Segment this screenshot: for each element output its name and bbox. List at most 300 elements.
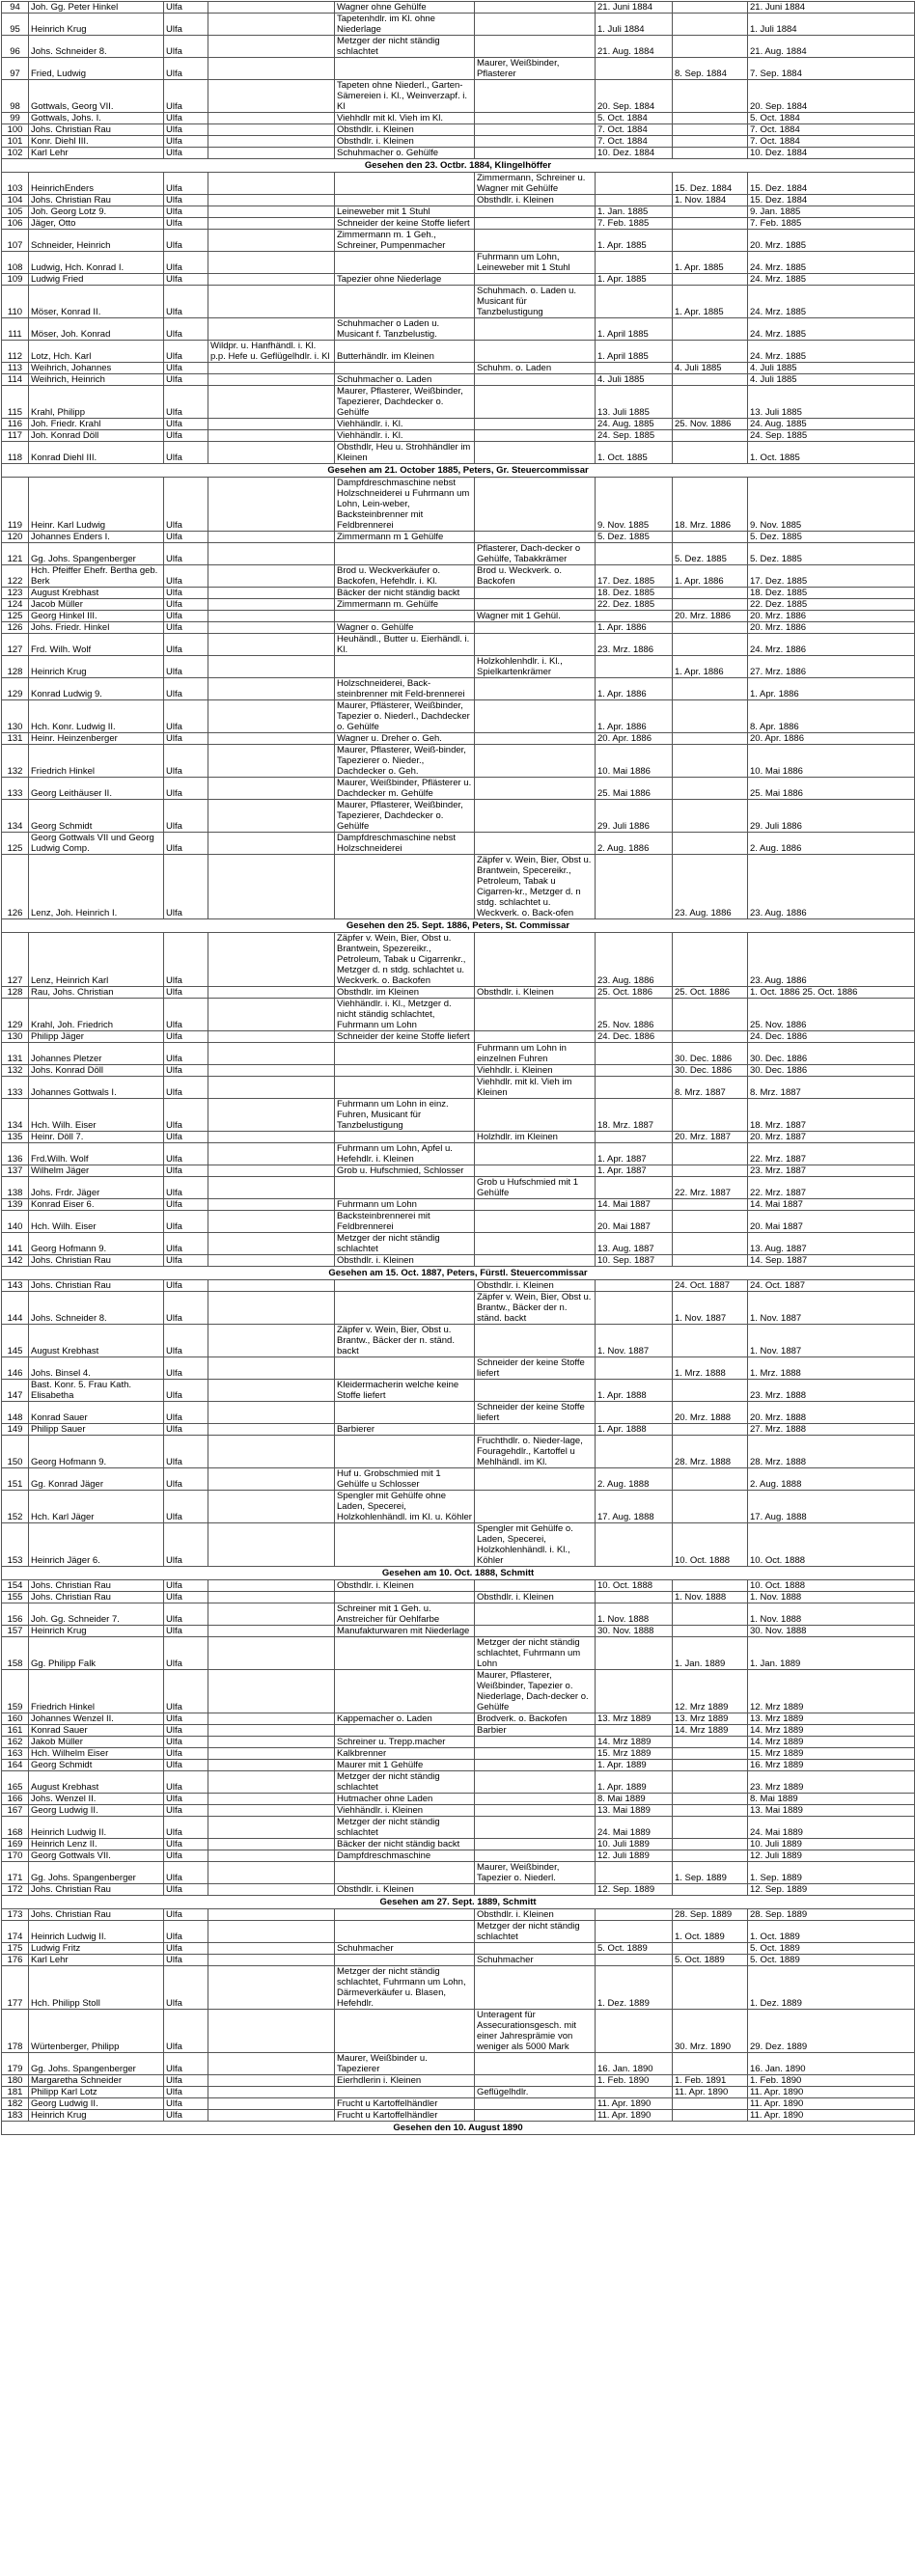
cell-nebengewerbe — [208, 1884, 335, 1896]
cell-aenderung: Geflügelhdlr. — [475, 2087, 596, 2098]
cell-gewerbe — [335, 1280, 475, 1292]
cell-beginn — [596, 195, 673, 206]
table-row — [2, 1143, 915, 1165]
cell-ort: Ulfa — [164, 987, 208, 999]
cell-eintrag: 21. Juni 1884 — [748, 2, 915, 14]
cell-abmeldung: 1. Apr. 1885 — [673, 286, 748, 318]
table-row — [2, 1255, 915, 1267]
cell-gewerbe — [335, 1436, 475, 1468]
cell-name: Philipp Sauer — [29, 1424, 164, 1436]
cell-ort: Ulfa — [164, 419, 208, 430]
cell-gewerbe: Zäpfer v. Wein, Bier, Obst u. Brantw., Bäcker der n. ständ. backt — [335, 1325, 475, 1357]
cell-name: Georg Hofmann 9. — [29, 1233, 164, 1255]
cell-eintrag: 5. Oct. 1884 — [748, 113, 915, 124]
table-row — [2, 1523, 915, 1567]
table-row — [2, 1794, 915, 1805]
cell-nebengewerbe — [208, 442, 335, 464]
table-row — [2, 1468, 915, 1491]
cell-aenderung: Obsthdlr. i. Kleinen — [475, 1280, 596, 1292]
cell-abmeldung — [673, 634, 748, 656]
cell-beginn — [596, 1955, 673, 1966]
cell-nr: 130 — [2, 1031, 29, 1043]
cell-nebengewerbe — [208, 1280, 335, 1292]
cell-gewerbe: Wagner ohne Gehülfe — [335, 2, 475, 14]
cell-eintrag: 24. Mrz. 1886 — [748, 634, 915, 656]
cell-nebengewerbe — [208, 855, 335, 919]
cell-abmeldung — [673, 1760, 748, 1771]
cell-nr: 133 — [2, 778, 29, 800]
cell-abmeldung: 20. Mrz. 1886 — [673, 611, 748, 622]
cell-aenderung: Schneider der keine Stoffe liefert — [475, 1357, 596, 1380]
cell-aenderung — [475, 1233, 596, 1255]
cell-nebengewerbe — [208, 1132, 335, 1143]
cell-aenderung — [475, 341, 596, 363]
cell-aenderung: Schneider der keine Stoffe liefert — [475, 1402, 596, 1424]
cell-abmeldung: 10. Oct. 1888 — [673, 1523, 748, 1567]
cell-aenderung — [475, 1199, 596, 1211]
cell-aenderung — [475, 2, 596, 14]
table-row — [2, 363, 915, 374]
cell-beginn: 25. Oct. 1886 — [596, 987, 673, 999]
cell-aenderung: Wagner mit 1 Gehül. — [475, 611, 596, 622]
cell-eintrag: 18. Mrz. 1887 — [748, 1099, 915, 1132]
table-row — [2, 2098, 915, 2110]
cell-nr: 176 — [2, 1955, 29, 1966]
cell-nr: 150 — [2, 1436, 29, 1468]
cell-name: Joh. Gg. Peter Hinkel — [29, 2, 164, 14]
cell-name: Weihrich, Johannes — [29, 363, 164, 374]
cell-abmeldung — [673, 778, 748, 800]
cell-beginn — [596, 1921, 673, 1943]
cell-abmeldung: 1. Feb. 1891 — [673, 2075, 748, 2087]
cell-ort: Ulfa — [164, 1670, 208, 1713]
cell-name: Margaretha Schneider — [29, 2075, 164, 2087]
cell-gewerbe: Tapetenhdlr. im Kl. ohne Niederlage — [335, 14, 475, 36]
table-row — [2, 1099, 915, 1132]
cell-abmeldung — [673, 341, 748, 363]
cell-abmeldung — [673, 1424, 748, 1436]
cell-eintrag: 24. Mai 1889 — [748, 1817, 915, 1839]
cell-name: Fried, Ludwig — [29, 58, 164, 80]
cell-nr: 132 — [2, 745, 29, 778]
cell-nr: 173 — [2, 1909, 29, 1921]
table-row — [2, 987, 915, 999]
cell-nebengewerbe — [208, 80, 335, 113]
cell-abmeldung — [673, 1491, 748, 1523]
cell-gewerbe: Kleidermacherin welche keine Stoffe liefert — [335, 1380, 475, 1402]
cell-aenderung — [475, 1211, 596, 1233]
cell-ort: Ulfa — [164, 80, 208, 113]
cell-nr: 127 — [2, 933, 29, 987]
cell-abmeldung — [673, 1850, 748, 1862]
cell-nr: 132 — [2, 1065, 29, 1077]
cell-aenderung — [475, 1966, 596, 2010]
cell-abmeldung: 8. Mrz. 1887 — [673, 1077, 748, 1099]
cell-abmeldung: 14. Mrz 1889 — [673, 1725, 748, 1737]
cell-name: Krahl, Philipp — [29, 386, 164, 419]
cell-name: Friedrich Hinkel — [29, 1670, 164, 1713]
cell-gewerbe: Butterhändlr. im Kleinen — [335, 341, 475, 363]
cell-gewerbe: Schreiner u. Trepp.macher — [335, 1737, 475, 1748]
review-note: Gesehen den 23. Octbr. 1884, Klingelhöffer — [2, 159, 915, 173]
cell-aenderung — [475, 2075, 596, 2087]
cell-nebengewerbe — [208, 36, 335, 58]
cell-name: Johannes Enders I. — [29, 532, 164, 543]
cell-beginn: 23. Mrz. 1886 — [596, 634, 673, 656]
cell-eintrag: 24. Mrz. 1885 — [748, 274, 915, 286]
cell-abmeldung: 13. Mrz 1889 — [673, 1713, 748, 1725]
cell-abmeldung — [673, 532, 748, 543]
cell-name: Möser, Joh. Konrad — [29, 318, 164, 341]
cell-aenderung: Zäpfer v. Wein, Bier, Obst u. Brantw., Bäcker der n. ständ. backt — [475, 1292, 596, 1325]
cell-beginn: 13. Aug. 1887 — [596, 1233, 673, 1255]
cell-gewerbe: Maurer, Weißbinder, Pflästerer u. Dachdecker m. Gehülfe — [335, 778, 475, 800]
cell-name: Gg. Johs. Spangenberger — [29, 543, 164, 565]
table-row — [2, 1043, 915, 1065]
cell-aenderung — [475, 136, 596, 148]
cell-nebengewerbe — [208, 1436, 335, 1468]
cell-aenderung: Metzger der nicht ständig schlachtet, Fuhrmann um Lohn — [475, 1637, 596, 1670]
cell-name: Bast. Konr. 5. Frau Kath. Elisabetha — [29, 1380, 164, 1402]
review-note-row — [2, 1567, 915, 1580]
cell-ort: Ulfa — [164, 1737, 208, 1748]
table-row — [2, 1760, 915, 1771]
cell-ort: Ulfa — [164, 1255, 208, 1267]
cell-abmeldung — [673, 1031, 748, 1043]
cell-nebengewerbe — [208, 478, 335, 532]
table-row — [2, 318, 915, 341]
cell-aenderung — [475, 442, 596, 464]
cell-aenderung — [475, 206, 596, 218]
table-row — [2, 543, 915, 565]
cell-beginn: 16. Jan. 1890 — [596, 2053, 673, 2075]
cell-abmeldung: 23. Aug. 1886 — [673, 855, 748, 919]
cell-aenderung — [475, 999, 596, 1031]
cell-gewerbe: Wagner u. Dreher o. Geh. — [335, 733, 475, 745]
cell-aenderung: Brod u. Weckverk. o. Backofen — [475, 565, 596, 588]
cell-gewerbe: Schuhmacher o. Laden — [335, 374, 475, 386]
cell-abmeldung — [673, 2110, 748, 2122]
cell-nebengewerbe — [208, 1955, 335, 1966]
cell-nr: 101 — [2, 136, 29, 148]
cell-gewerbe: Barbierer — [335, 1424, 475, 1436]
cell-ort: Ulfa — [164, 999, 208, 1031]
cell-nr: 175 — [2, 1943, 29, 1955]
table-row — [2, 386, 915, 419]
cell-nr: 183 — [2, 2110, 29, 2122]
cell-eintrag: 30. Dec. 1886 — [748, 1043, 915, 1065]
table-row — [2, 1357, 915, 1380]
cell-eintrag: 1. Nov. 1888 — [748, 1603, 915, 1626]
cell-aenderung — [475, 1794, 596, 1805]
cell-gewerbe — [335, 2010, 475, 2053]
cell-beginn — [596, 2087, 673, 2098]
cell-abmeldung — [673, 745, 748, 778]
cell-nebengewerbe — [208, 2110, 335, 2122]
cell-abmeldung — [673, 1580, 748, 1592]
cell-abmeldung — [673, 1839, 748, 1850]
cell-ort: Ulfa — [164, 442, 208, 464]
cell-ort: Ulfa — [164, 341, 208, 363]
cell-abmeldung — [673, 124, 748, 136]
table-row — [2, 341, 915, 363]
cell-ort: Ulfa — [164, 2075, 208, 2087]
cell-nr: 178 — [2, 2010, 29, 2053]
cell-ort: Ulfa — [164, 1817, 208, 1839]
cell-eintrag: 23. Aug. 1886 — [748, 855, 915, 919]
cell-eintrag: 24. Mrz. 1885 — [748, 286, 915, 318]
cell-name: Friedrich Hinkel — [29, 745, 164, 778]
cell-nr: 148 — [2, 1402, 29, 1424]
cell-name: Jakob Müller — [29, 1737, 164, 1748]
cell-beginn: 8. Mai 1889 — [596, 1794, 673, 1805]
cell-abmeldung: 20. Mrz. 1887 — [673, 1132, 748, 1143]
cell-eintrag: 10. Mai 1886 — [748, 745, 915, 778]
cell-abmeldung: 1. Oct. 1889 — [673, 1921, 748, 1943]
cell-eintrag: 13. Aug. 1887 — [748, 1233, 915, 1255]
table-row — [2, 833, 915, 855]
cell-aenderung — [475, 1817, 596, 1839]
cell-eintrag: 8. Mai 1889 — [748, 1794, 915, 1805]
cell-ort: Ulfa — [164, 1713, 208, 1725]
cell-name: Johannes Gottwals I. — [29, 1077, 164, 1099]
cell-nr: 143 — [2, 1280, 29, 1292]
cell-aenderung — [475, 230, 596, 252]
cell-abmeldung — [673, 148, 748, 159]
cell-eintrag: 27. Mrz. 1888 — [748, 1424, 915, 1436]
cell-abmeldung: 1. Sep. 1889 — [673, 1862, 748, 1884]
cell-aenderung — [475, 318, 596, 341]
cell-eintrag: 1. Oct. 1889 — [748, 1921, 915, 1943]
cell-abmeldung — [673, 1626, 748, 1637]
cell-ort: Ulfa — [164, 1199, 208, 1211]
cell-beginn — [596, 2010, 673, 2053]
cell-nr: 165 — [2, 1771, 29, 1794]
cell-abmeldung — [673, 2, 748, 14]
cell-name: Gg. Konrad Jäger — [29, 1468, 164, 1491]
cell-name: Georg Hofmann 9. — [29, 1436, 164, 1468]
table-row — [2, 1177, 915, 1199]
table-row — [2, 1713, 915, 1725]
cell-nebengewerbe — [208, 124, 335, 136]
cell-aenderung — [475, 374, 596, 386]
cell-nr: 181 — [2, 2087, 29, 2098]
table-row — [2, 124, 915, 136]
cell-gewerbe: Zäpfer v. Wein, Bier, Obst u. Brantwein, Spezereikr., Petroleum, Tabak u Cigarrenkr., Metzger d. n stdg. schlachtet u. Weckverk. o. Backofen — [335, 933, 475, 987]
cell-beginn: 17. Aug. 1888 — [596, 1491, 673, 1523]
cell-beginn — [596, 1670, 673, 1713]
cell-eintrag: 7. Oct. 1884 — [748, 124, 915, 136]
cell-name: Lotz, Hch. Karl — [29, 341, 164, 363]
table-row — [2, 634, 915, 656]
cell-ort: Ulfa — [164, 206, 208, 218]
cell-eintrag: 22. Mrz. 1887 — [748, 1177, 915, 1199]
cell-name: Heinrich Ludwig II. — [29, 1921, 164, 1943]
cell-gewerbe: Fuhrmann um Lohn in einz. Fuhren, Musicant für Tanzbelustigung — [335, 1099, 475, 1132]
cell-nebengewerbe — [208, 230, 335, 252]
cell-aenderung — [475, 599, 596, 611]
cell-nr: 157 — [2, 1626, 29, 1637]
cell-name: Konrad Sauer — [29, 1725, 164, 1737]
cell-eintrag: 1. Feb. 1890 — [748, 2075, 915, 2087]
cell-gewerbe — [335, 1065, 475, 1077]
cell-gewerbe: Schuhmacher — [335, 1943, 475, 1955]
cell-name: Heinrich Krug — [29, 14, 164, 36]
cell-beginn — [596, 1177, 673, 1199]
cell-nr: 137 — [2, 1165, 29, 1177]
table-row — [2, 419, 915, 430]
cell-aenderung — [475, 386, 596, 419]
cell-ort: Ulfa — [164, 1233, 208, 1255]
cell-aenderung: Brodverk. o. Backofen — [475, 1713, 596, 1725]
cell-aenderung — [475, 124, 596, 136]
table-row — [2, 2, 915, 14]
cell-nr: 112 — [2, 341, 29, 363]
cell-aenderung — [475, 430, 596, 442]
cell-nebengewerbe — [208, 1771, 335, 1794]
cell-nebengewerbe — [208, 1077, 335, 1099]
cell-eintrag: 16. Mrz 1889 — [748, 1760, 915, 1771]
cell-nr: 102 — [2, 148, 29, 159]
cell-eintrag: 11. Apr. 1890 — [748, 2110, 915, 2122]
cell-nr: 146 — [2, 1357, 29, 1380]
cell-ort: Ulfa — [164, 58, 208, 80]
cell-beginn: 30. Nov. 1888 — [596, 1626, 673, 1637]
cell-abmeldung: 25. Oct. 1886 — [673, 987, 748, 999]
cell-aenderung: Obsthdlr. i. Kleinen — [475, 1592, 596, 1603]
cell-ort: Ulfa — [164, 778, 208, 800]
cell-abmeldung: 1. Apr. 1886 — [673, 656, 748, 678]
table-row — [2, 1603, 915, 1626]
cell-nr: 152 — [2, 1491, 29, 1523]
table-row — [2, 1165, 915, 1177]
cell-eintrag: 5. Oct. 1889 — [748, 1943, 915, 1955]
cell-nr: 126 — [2, 622, 29, 634]
cell-ort: Ulfa — [164, 1523, 208, 1567]
cell-name: Wilhelm Jäger — [29, 1165, 164, 1177]
cell-nebengewerbe — [208, 1921, 335, 1943]
cell-nebengewerbe — [208, 2010, 335, 2053]
cell-beginn: 13. Juli 1885 — [596, 386, 673, 419]
cell-ort: Ulfa — [164, 678, 208, 700]
cell-eintrag: 7. Oct. 1884 — [748, 136, 915, 148]
cell-eintrag: 5. Oct. 1889 — [748, 1955, 915, 1966]
table-row — [2, 1839, 915, 1850]
cell-aenderung: Fuhrmann um Lohn in einzelnen Fuhren — [475, 1043, 596, 1065]
cell-ort: Ulfa — [164, 1357, 208, 1380]
cell-nr: 117 — [2, 430, 29, 442]
cell-ort: Ulfa — [164, 14, 208, 36]
cell-nebengewerbe — [208, 1850, 335, 1862]
cell-ort: Ulfa — [164, 1626, 208, 1637]
cell-eintrag: 20. Mrz. 1888 — [748, 1402, 915, 1424]
cell-nebengewerbe — [208, 1760, 335, 1771]
cell-beginn — [596, 1132, 673, 1143]
cell-beginn: 25. Nov. 1886 — [596, 999, 673, 1031]
cell-beginn: 24. Mai 1889 — [596, 1817, 673, 1839]
cell-gewerbe — [335, 1725, 475, 1737]
cell-beginn: 1. April 1885 — [596, 318, 673, 341]
cell-name: Georg Gottwals VII. — [29, 1850, 164, 1862]
cell-eintrag: 10. Oct. 1888 — [748, 1523, 915, 1567]
cell-ort: Ulfa — [164, 1850, 208, 1862]
table-row — [2, 1077, 915, 1099]
cell-name: Hch. Pfeiffer Ehefr. Bertha geb. Berk — [29, 565, 164, 588]
cell-aenderung: Fruchthdlr. o. Nieder-lage, Fouragehdlr., Kartoffel u Mehlhändl. im Kl. — [475, 1436, 596, 1468]
cell-aenderung: Metzger der nicht ständig schlachtet — [475, 1921, 596, 1943]
table-row — [2, 1424, 915, 1436]
cell-gewerbe: Dampfdreschmaschine nebst Holzschneiderei u Fuhrmann um Lohn, Lein-weber, Backsteinbrenner mit Feldbrennerei — [335, 478, 475, 532]
cell-eintrag: 23. Aug. 1886 — [748, 933, 915, 987]
cell-nebengewerbe — [208, 1603, 335, 1626]
cell-beginn: 13. Mrz 1889 — [596, 1713, 673, 1725]
cell-nebengewerbe — [208, 148, 335, 159]
cell-nebengewerbe — [208, 1380, 335, 1402]
cell-beginn: 2. Aug. 1886 — [596, 833, 673, 855]
cell-ort: Ulfa — [164, 565, 208, 588]
cell-abmeldung — [673, 1255, 748, 1267]
cell-nr: 126 — [2, 855, 29, 919]
cell-aenderung — [475, 218, 596, 230]
cell-ort: Ulfa — [164, 274, 208, 286]
cell-ort: Ulfa — [164, 1325, 208, 1357]
cell-gewerbe: Holzschneiderei, Back-steinbrenner mit Feld-brennerei — [335, 678, 475, 700]
cell-nebengewerbe — [208, 195, 335, 206]
cell-abmeldung — [673, 442, 748, 464]
cell-name: Karl Lehr — [29, 148, 164, 159]
cell-eintrag: 10. Juli 1889 — [748, 1839, 915, 1850]
cell-nr: 127 — [2, 634, 29, 656]
cell-aenderung — [475, 745, 596, 778]
cell-gewerbe — [335, 1670, 475, 1713]
cell-nr: 164 — [2, 1760, 29, 1771]
table-row — [2, 778, 915, 800]
cell-nr: 166 — [2, 1794, 29, 1805]
cell-gewerbe: Metzger der nicht ständig schlachtet — [335, 1771, 475, 1794]
table-row — [2, 1850, 915, 1862]
cell-nr: 179 — [2, 2053, 29, 2075]
cell-beginn: 14. Mai 1887 — [596, 1199, 673, 1211]
cell-abmeldung — [673, 1737, 748, 1748]
cell-nebengewerbe — [208, 1725, 335, 1737]
cell-beginn: 10. Sep. 1887 — [596, 1255, 673, 1267]
cell-gewerbe: Schneider der keine Stoffe liefert — [335, 1031, 475, 1043]
cell-gewerbe — [335, 611, 475, 622]
cell-aenderung — [475, 1737, 596, 1748]
cell-ort: Ulfa — [164, 800, 208, 833]
cell-aenderung — [475, 1760, 596, 1771]
cell-ort: Ulfa — [164, 218, 208, 230]
cell-nr: 100 — [2, 124, 29, 136]
cell-beginn: 11. Apr. 1890 — [596, 2110, 673, 2122]
cell-ort: Ulfa — [164, 1424, 208, 1436]
cell-gewerbe: Manufakturwaren mit Niederlage — [335, 1626, 475, 1637]
cell-name: Gg. Johs. Spangenberger — [29, 1862, 164, 1884]
cell-ort: Ulfa — [164, 318, 208, 341]
cell-name: Johs. Binsel 4. — [29, 1357, 164, 1380]
cell-name: Johs. Christian Rau — [29, 1280, 164, 1292]
cell-name: Heinrich Lenz II. — [29, 1839, 164, 1850]
review-note: Gesehen am 27. Sept. 1889, Schmitt — [2, 1896, 915, 1909]
cell-eintrag: 14. Mai 1887 — [748, 1199, 915, 1211]
cell-nebengewerbe — [208, 1805, 335, 1817]
cell-aenderung — [475, 14, 596, 36]
cell-nebengewerbe — [208, 1177, 335, 1199]
review-note: Gesehen am 10. Oct. 1888, Schmitt — [2, 1567, 915, 1580]
cell-eintrag: 1. Jan. 1889 — [748, 1637, 915, 1670]
cell-abmeldung — [673, 318, 748, 341]
cell-abmeldung — [673, 36, 748, 58]
